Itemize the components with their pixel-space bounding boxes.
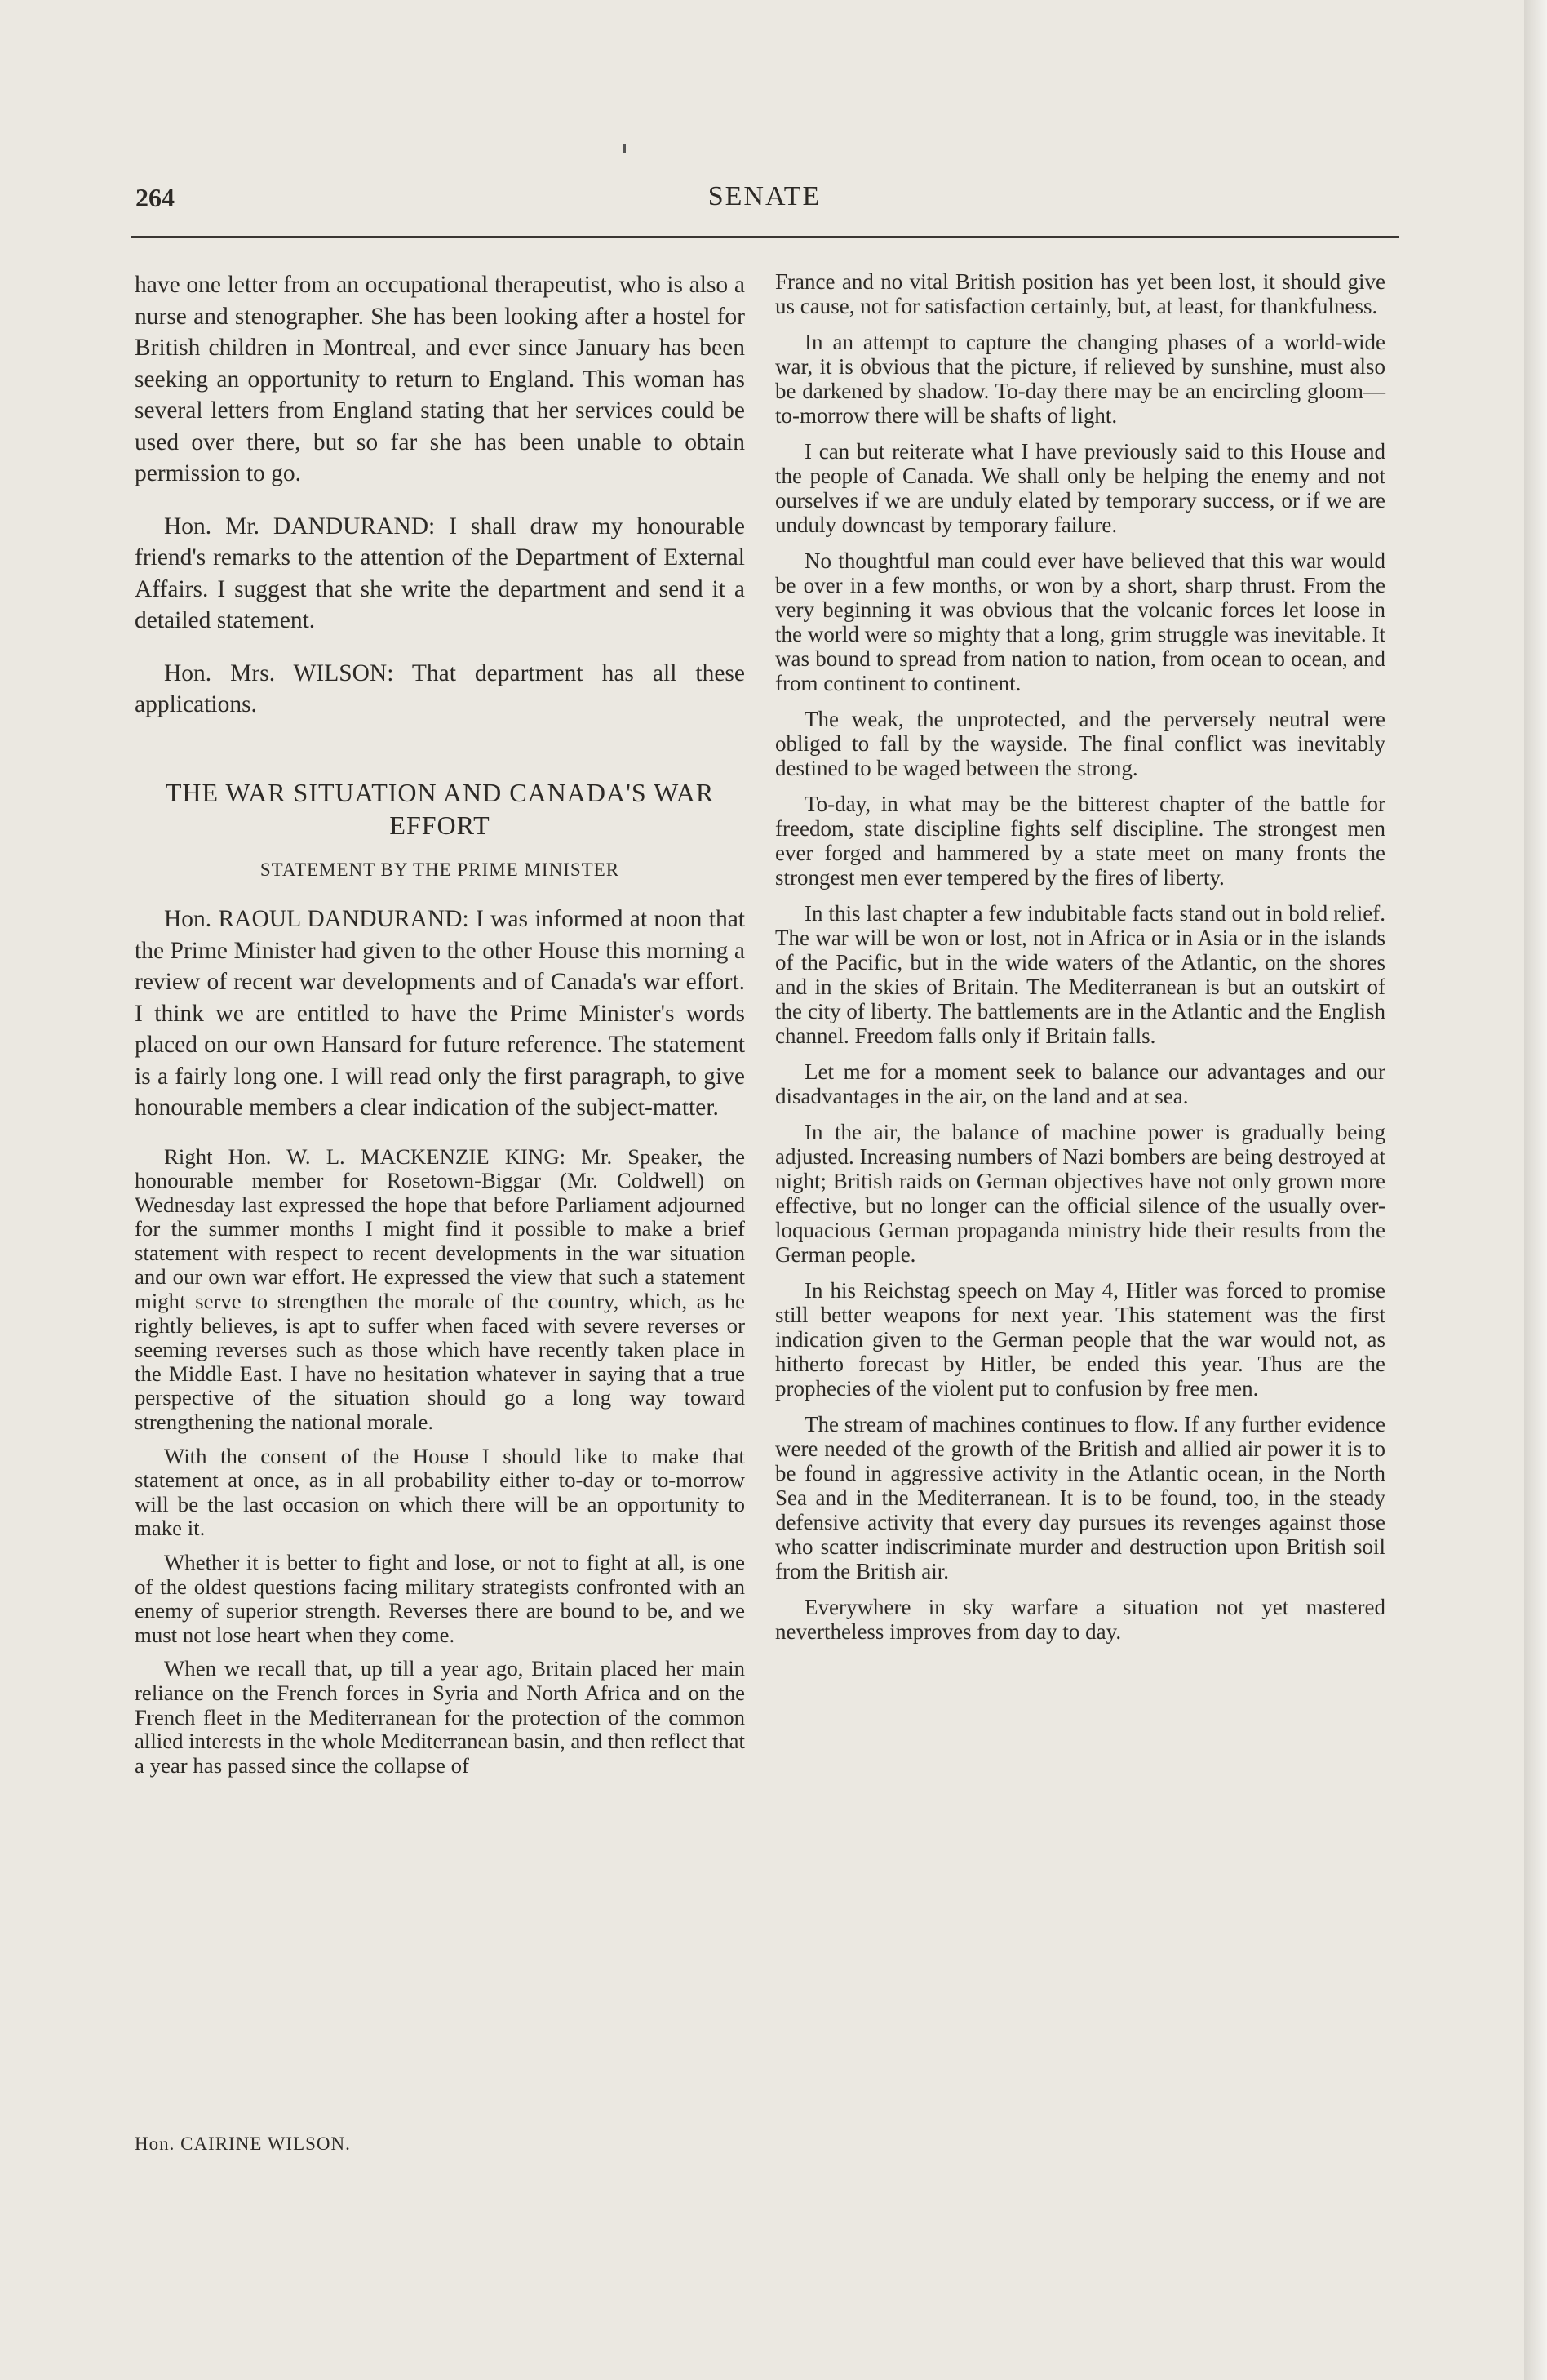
page-footer: Hon. CAIRINE WILSON. xyxy=(135,2134,351,2154)
paragraph: The stream of machines continues to flow. If any further evidence were needed of the growth of the British and allied air power it is to be found in aggressive activity in the Atlantic ocean, in the North Sea and in the Mediterranean. It is to be found, too, in the steady defensive activity that every day pursues its revenges against those who scatter indiscriminate murder and destruction upon British soil from the British air. xyxy=(775,1412,1385,1583)
paragraph: To-day, in what may be the bitterest chapter of the battle for freedom, state discipline fights self discipline. The strongest men ever forged and hammered by a state meet on many fronts the strongest men ever tempered by the fires of liberty. xyxy=(775,792,1385,890)
paragraph: No thoughtful man could ever have believed that this war would be over in a few months, or won by a short, sharp thrust. From the very beginning it was obvious that the volcanic forces let loose in the world were so mighty that a long, grim struggle was inevitable. It was bound to spread from nation to nation, from ocean to ocean, and from continent to continent. xyxy=(775,548,1385,695)
paragraph: The weak, the unprotected, and the perversely neutral were obliged to fall by the wayside. The final conflict was inevitably destined to be waged between the strong. xyxy=(775,707,1385,780)
header-rule xyxy=(131,236,1399,238)
paragraph: France and no vital British position has yet been lost, it should give us cause, not for satisfaction certainly, but, at least, for thankfulness. xyxy=(775,269,1385,318)
paragraph: Hon. Mrs. WILSON: That department has all these applications. xyxy=(135,659,745,717)
paragraph: Right Hon. W. L. MACKENZIE KING: Mr. Speaker, the honourable member for Rosetown-Biggar (Mr. Coldwell) on Wednesday last expressed the hope that before Parliament adjourned for the summer months I might find it possible to make a brief statement with respect to recent developments in the war situation and our own war effort. He expressed the view that such a statement might serve to strengthen the morale of the country, which, as he rightly believes, is apt to suffer when faced with severe reverses or seeming reverses such as those which have recently taken place in the Middle East. I have no hesitation whatever in saying that a true perspective of the situation should go a long way toward strengthening the national morale. xyxy=(135,1143,745,1435)
paragraph: In the air, the balance of machine power is gradually being adjusted. Increasing numbers of Nazi bombers are being destroyed at night; British raids on German objectives have not only grown more effective, but no longer can the official silence of the usually over-loquacious German propaganda ministry hide their results from the German people. xyxy=(775,1120,1385,1267)
paragraph: In this last chapter a few indubitable facts stand out in bold relief. The war will be won or lost, not in Africa or in Asia or in the islands of the Pacific, but in the wide waters of the Atlantic, on the shores and in the skies of Britain. The Mediterranean is but an outskirt of the city of liberty. The battlements are in the Atlantic and the English channel. Freedom falls only if Britain falls. xyxy=(775,901,1385,1048)
print-mark xyxy=(623,144,626,153)
paragraph: Hon. Mr. DANDURAND: I shall draw my honourable friend's remarks to the attention of the Department of External Affairs. I suggest that she write the department and send it a detailed statement. xyxy=(135,513,745,633)
paragraph: I can but reiterate what I have previously said to this House and the people of Canada. We shall only be helping the enemy and not ourselves if we are unduly elated by temporary success, or if we are unduly downcast by temporary failure. xyxy=(775,439,1385,537)
paragraph: Let me for a moment seek to balance our advantages and our disadvantages in the air, on the land and at sea. xyxy=(775,1059,1385,1108)
page-number: 264 xyxy=(135,183,175,212)
page-header xyxy=(131,178,1399,215)
paragraph: With the consent of the House I should like to make that statement at once, as in all probability either to-day or to-morrow will be the last occasion on which there will be an opportunity to make it. xyxy=(135,1443,745,1541)
paragraph: have one letter from an occupational therapeutist, who is also a nurse and stenographer. She has been looking after a hostel for British children in Montreal, and ever since January has been seeking an opportunity to return to England. This woman has several letters from England stating that her services could be used over there, but so far she has been unable to obtain permission to go. xyxy=(135,272,745,486)
section-title: THE WAR SITUATION AND CANADA'S WAR EFFORT xyxy=(165,777,715,840)
left-column xyxy=(135,269,745,1787)
paragraph: In his Reichstag speech on May 4, Hitler was forced to promise still better weapons for next year. This statement was the first indication given to the German people that the war would not, as hitherto forecast by Hitler, be ended this year. Thus are the prophecies of the violent put to confusion by free men. xyxy=(775,1278,1385,1401)
paragraph: Everywhere in sky warfare a situation not yet mastered nevertheless improves from day to day. xyxy=(775,1595,1385,1644)
section-subtitle: STATEMENT BY THE PRIME MINISTER xyxy=(259,859,620,880)
paragraph: Hon. RAOUL DANDURAND: I was informed at noon that the Prime Minister had given to the other House this morning a review of recent war developments and of Canada's war effort. I think we are entitled to have the Prime Minister's words placed on our own Hansard for future reference. The statement is a fairly long one. I will read only the first paragraph, to give honourable members a clear indication of the subject-matter. xyxy=(135,906,745,1121)
paragraph: When we recall that, up till a year ago, Britain placed her main reliance on the French forces in Syria and North Africa and on the French fleet in the Mediterranean for the protection of the common allied interests in the whole Mediterranean basin, and then reflect that a year has passed since the collapse of xyxy=(135,1656,745,1778)
page-edge-shadow xyxy=(1524,0,1547,2380)
paragraph: Whether it is better to fight and lose, or not to fight at all, is one of the oldest questions facing military strategists confronted with an enemy of superior strength. Reverses there are bound to be, and we must not lose heart when they come. xyxy=(135,1550,745,1647)
running-head: SENATE xyxy=(707,181,822,211)
right-column xyxy=(775,269,1385,1655)
paragraph: In an attempt to capture the changing phases of a world-wide war, it is obvious that the picture, if relieved by sunshine, must also be darkened by shadow. To-day there may be an encircling gloom—to-morrow there will be shafts of light. xyxy=(775,330,1385,428)
